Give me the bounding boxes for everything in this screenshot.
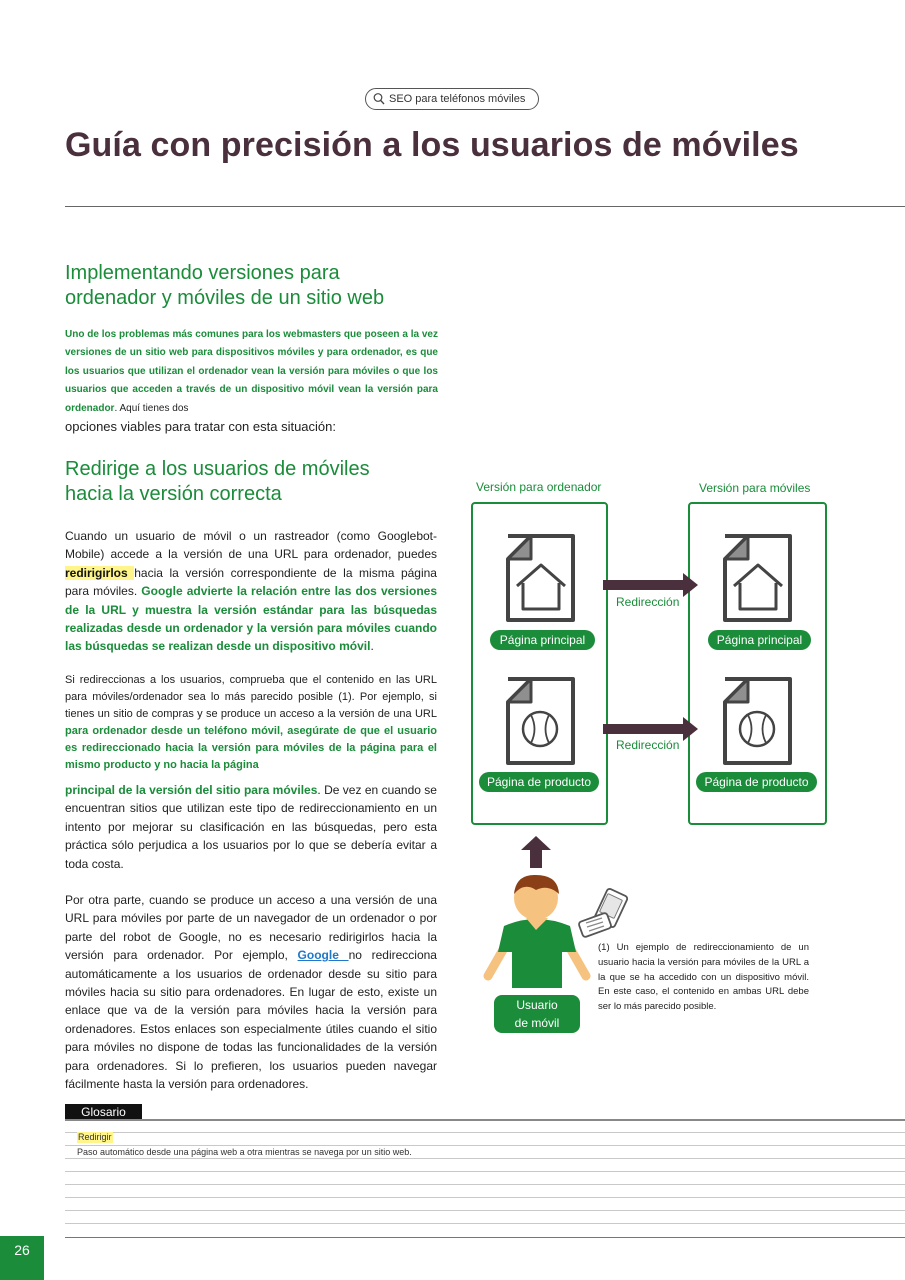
desktop-version-label: Versión para ordenador <box>476 480 602 494</box>
section2-heading-line2: hacia la versión correcta <box>65 483 282 505</box>
paragraph-2 <box>65 672 437 774</box>
mobile-product-pill: Página de producto <box>696 772 817 792</box>
section2-heading <box>65 457 425 507</box>
glossary-line <box>65 1132 905 1133</box>
desktop-product-pill: Página de producto <box>479 772 599 792</box>
google-link[interactable]: Google <box>297 948 349 963</box>
mobile-user-label-line2: de móvil <box>514 1016 560 1030</box>
paragraph-3 <box>65 781 437 873</box>
glossary-line <box>65 1210 905 1211</box>
redirect-label-home: Redirección <box>616 595 680 609</box>
p4-text-a: Por otra parte, cuando se produce un acceso a una versión de una URL para móviles por parte de un navegador de un ordenador o por parte del robot de Google, no es necesario redirigirlos hacia la versión para ordenador. Por ejemplo, <box>65 893 437 963</box>
intro-green-text: Uno de los problemas más comunes para los webmasters que poseen a la vez versiones de un sitio web para dispositivos móviles y para ordenador, es que los usuarios que utilizan el ordenador vean la versión para móviles o que los usuarios que acceden a través de un dispositivo móvil vean la versión para ordenador <box>65 329 438 414</box>
desktop-product-page-icon <box>505 676 577 766</box>
intro-tail-text: . Aquí tienes dos <box>114 402 189 414</box>
glossary-line <box>65 1223 905 1224</box>
intro-paragraph <box>65 326 438 418</box>
p3-green-text: principal de la versión del sitio para móviles <box>65 783 318 797</box>
section2-heading-line1: Redirige a los usuarios de móviles <box>65 458 370 480</box>
glossary-bottom-rule <box>65 1237 905 1238</box>
section-tag <box>365 88 539 110</box>
mobile-version-label: Versión para móviles <box>699 481 811 495</box>
p2-green-text: para ordenador desde un teléfono móvil, asegúrate de que el usuario es redireccionado hacia la versión para móviles de la página para el mismo producto y no hacia la página <box>65 725 437 771</box>
paragraph-1 <box>65 527 437 656</box>
mobile-product-page-icon <box>722 676 794 766</box>
intro-line2: opciones viables para tratar con esta situación: <box>65 419 336 434</box>
p1-text-b: hacia la versión correspondiente de la misma página para móviles. <box>65 565 437 599</box>
p1-text-a: Cuando un usuario de móvil o un rastreador (como Googlebot-Mobile) accede a la versión de una URL para ordenador, puedes <box>65 529 437 562</box>
p2-text-a: Si redireccionas a los usuarios, comprueba que el contenido en las URL para móviles/ordenador sea lo más parecido posible (1). Por ejemplo, si tienes un sitio de compras y se produce un acceso a la versión de una URL <box>65 674 437 720</box>
section1-heading <box>65 261 425 311</box>
redirigirlos-highlight: redirigirlos <box>65 565 135 580</box>
mobile-user-label-line1: Usuario <box>516 998 558 1012</box>
mobile-home-pill: Página principal <box>708 630 811 650</box>
desktop-home-pill: Página principal <box>490 630 595 650</box>
mobile-user-label <box>494 995 580 1033</box>
section1-heading-line2: ordenador y móviles de un sitio web <box>65 287 385 309</box>
glossary-line <box>65 1171 905 1172</box>
p1-green-text: Google advierte la relación entre las dos versiones de la URL y muestra la versión estándar para las búsquedas realizadas desde un ordenador y la versión para móviles cuando las búsquedas se realizan desde un dispositivo móvil <box>65 584 437 654</box>
mobile-home-page-icon <box>722 533 794 623</box>
glossary-definition: Paso automático desde una página web a otra mientras se navega por un sitio web. <box>77 1147 412 1157</box>
mobile-phone-icon <box>576 887 630 945</box>
paragraph-4 <box>65 891 437 1093</box>
glossary-top-rule <box>65 1119 905 1121</box>
glossary-tab: Glosario <box>65 1104 142 1120</box>
glossary-term: Redirigir <box>78 1132 112 1142</box>
search-icon <box>372 92 386 106</box>
up-arrow-icon <box>521 836 551 868</box>
redirect-label-product: Redirección <box>616 738 680 752</box>
page-title: Guía con precisión a los usuarios de móviles <box>65 126 799 164</box>
p4-text-b: no redirecciona automáticamente a los usuarios de ordenador desde su sitio para móviles hacia su sitio para ordenadores. En lugar de esto, existe un enlace que va de la versión para móviles hacia la versión para ordenadores. Estos enlaces son especialmente útiles cuando el sitio para móviles no dispone de todas las funcionalidades de la versión para ordenadores. Si lo prefieren, los usuarios pueden navegar fácilmente hasta la versión para ordenadores. <box>65 948 437 1092</box>
p3-text-b: . De vez en cuando se encuentran sitios que utilizan este tipo de redireccionamiento en un intento por mejorar su clasificación en las búsquedas, pero esta práctica sólo perjudica a los usuarios por lo que se debería evitar a toda costa. <box>65 783 437 871</box>
section1-heading-line1: Implementando versiones para <box>65 262 340 284</box>
desktop-home-page-icon <box>505 533 577 623</box>
section-tag-label: SEO para teléfonos móviles <box>389 93 526 105</box>
p1-end: . <box>370 639 374 654</box>
title-divider <box>65 206 905 207</box>
glossary-line <box>65 1197 905 1198</box>
page-number: 26 <box>0 1236 44 1280</box>
glossary-line <box>65 1184 905 1185</box>
footnote-1: (1) Un ejemplo de redireccionamiento de un usuario hacia la versión para móviles de la URL a la que se ha accedido con un dispositivo móvil. En este caso, el contenido en ambas URL debe ser lo más parecido posible. <box>598 942 809 1013</box>
